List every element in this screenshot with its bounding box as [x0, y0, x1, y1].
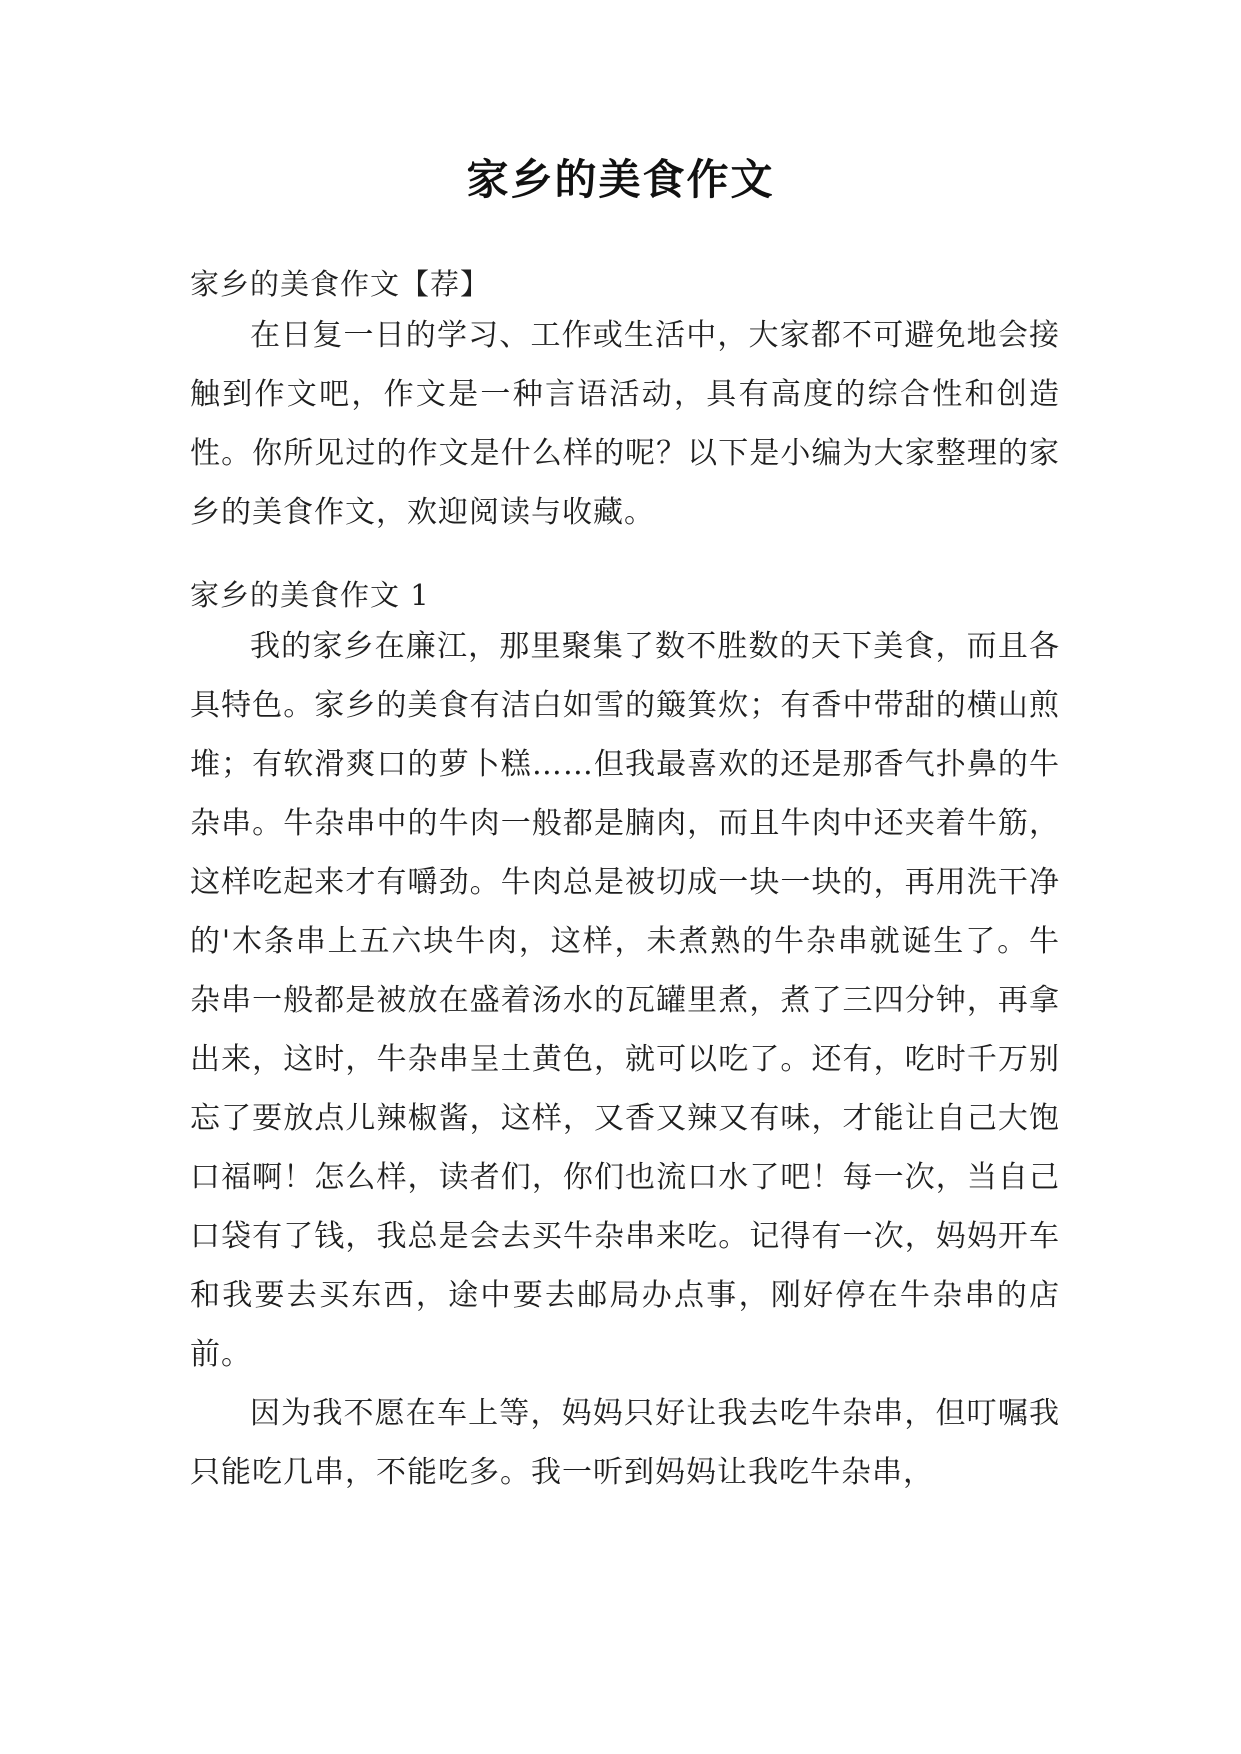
intro-block — [190, 306, 1060, 542]
section1-block — [190, 617, 1060, 1502]
section1-paragraph-2: 因为我不愿在车上等，妈妈只好让我去吃牛杂串，但叮嘱我只能吃几串，不能吃多。我一听到妈妈让我吃牛杂串， — [190, 1396, 1060, 1490]
document-title: 家乡的美食作文 — [466, 155, 775, 204]
intro-heading: 家乡的美食作文【荐】 — [190, 267, 491, 301]
intro-paragraph: 在日复一日的学习、工作或生活中，大家都不可避免地会接触到作文吧，作文是一种言语活动，具有高度的综合性和创造性。你所见过的作文是什么样的呢？以下是小编为大家整理的家乡的美食作文，欢迎阅读与收藏。 — [190, 318, 1060, 530]
section1-heading: 家乡的美食作文 1 — [190, 578, 430, 612]
section1-paragraph-1: 我的家乡在廉江，那里聚集了数不胜数的天下美食，而且各具特色。家乡的美食有洁白如雪的簸箕炊；有香中带甜的横山煎堆；有软滑爽口的萝卜糕……但我最喜欢的还是那香气扑鼻的牛杂串。牛杂串中的牛肉一般都是腩肉，而且牛肉中还夹着牛筋，这样吃起来才有嚼劲。牛肉总是被切成一块一块的，再用洗干净的'木条串上五六块牛肉，这样，未煮熟的牛杂串就诞生了。牛杂串一般都是被放在盛着汤水的瓦罐里煮，煮了三四分钟，再拿出来，这时，牛杂串呈土黄色，就可以吃了。还有，吃时千万别忘了要放点儿辣椒酱，这样，又香又辣又有味，才能让自己大饱口福啊！怎么样，读者们，你们也流口水了吧！每一次，当自己口袋有了钱，我总是会去买牛杂串来吃。记得有一次，妈妈开车和我要去买东西，途中要去邮局办点事，刚好停在牛杂串的店前。 — [190, 629, 1060, 1372]
